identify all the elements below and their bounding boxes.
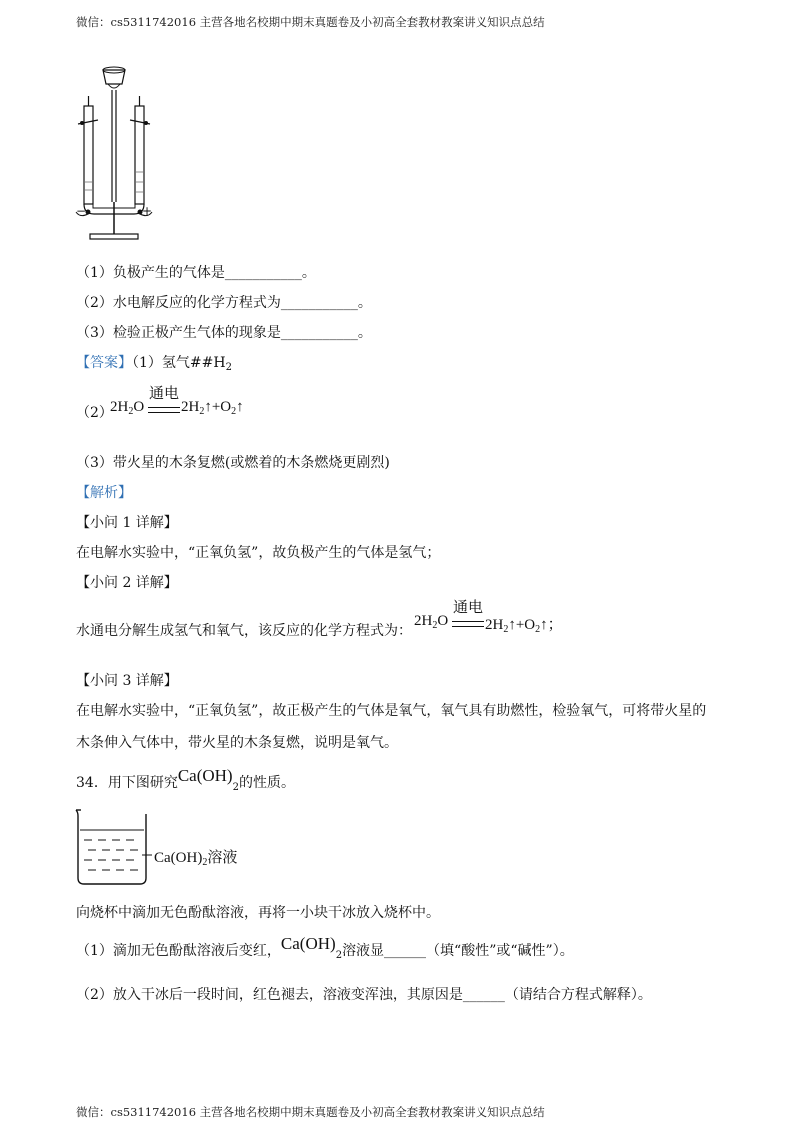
positive-electrode-label: + xyxy=(142,204,153,218)
q33-question-2: （2）水电解反应的化学方程式为___________。 xyxy=(76,295,372,311)
sub3-line-2: 木条伸入气体中，带火星的木条复燃，说明是氧气。 xyxy=(76,735,398,751)
q33-question-1: （1）负极产生的气体是___________。 xyxy=(76,265,316,281)
q33-question-3: （3）检验正极产生气体的现象是___________。 xyxy=(76,325,372,341)
page-header: 微信：cs5311742016 主营各地名校期中期末真题卷及小初高全套教材教案讲义知识点总结 xyxy=(76,15,545,29)
q34-formula: Ca(OH) xyxy=(177,766,233,785)
negative-electrode-label: − xyxy=(76,204,87,218)
sub2-equation-lhs: $2H_2O$ xyxy=(414,613,449,631)
answer-2-prefix: （2） xyxy=(76,405,113,421)
sub2-text: 水通电分解生成氢气和氧气，该反应的化学方程式为： xyxy=(76,623,412,639)
answer-3: （3）带火星的木条复燃(或燃着的木条燃烧更剧烈) xyxy=(76,455,390,471)
answer-1-subscript: 2 xyxy=(225,362,232,373)
q34-stem: 34．用下图研究$Ca(OH)_2$的性质。 xyxy=(76,766,295,793)
sub3-line-1: 在电解水实验中，“正氧负氢”，故正极产生的气体是氧气，氧气具有助燃性，检验氧气，可将带火星的 xyxy=(76,703,707,719)
sub2-equation-equals xyxy=(452,621,484,627)
q34-question-2: （2）放入干冰后一段时间，红色褪去，溶液变浑浊，其原因是______（请结合方程式解释）。 xyxy=(76,987,652,1003)
answer-tag: 【答案】 xyxy=(76,355,132,371)
sub1-title: 【小问 1 详解】 xyxy=(76,515,178,531)
analysis-tag: 【解析】 xyxy=(76,485,132,501)
answer-2-equation-rhs: $2H_2↑+O_2↑$ xyxy=(181,399,244,417)
q34-question-1: （1）滴加无色酚酞溶液后变红，$Ca(OH)_2$溶液显______（填“酸性”或“碱性”）。 xyxy=(76,934,574,961)
sub3-title: 【小问 3 详解】 xyxy=(76,673,178,689)
q34-intro: 向烧杯中滴加无色酚酞溶液，再将一小块干冰放入烧杯中。 xyxy=(76,905,440,921)
beaker-label: $Ca(OH)_2$溶液 xyxy=(154,848,238,868)
answer-2-equation-equals xyxy=(148,407,180,413)
page-footer: 微信：cs5311742016 主营各地名校期中期末真题卷及小初高全套教材教案讲义知识点总结 xyxy=(76,1105,545,1119)
answer-2-equation-condition: 通电 xyxy=(149,384,180,402)
answer-2-equation-lhs: $2H_2O$ xyxy=(110,399,145,417)
sub2-title: 【小问 2 详解】 xyxy=(76,575,178,591)
sub2-equation-rhs: $2H_2↑+O_2↑$； xyxy=(485,617,563,635)
answer-1: （1）氢气##H xyxy=(132,355,226,371)
sub2-equation-condition: 通电 xyxy=(453,598,484,616)
beaker-figure xyxy=(72,808,154,888)
sub1-text: 在电解水实验中，“正氧负氢”，故负极产生的气体是氢气； xyxy=(76,545,441,561)
sub2-end-punct: ； xyxy=(547,617,563,633)
answer-section xyxy=(76,352,232,373)
